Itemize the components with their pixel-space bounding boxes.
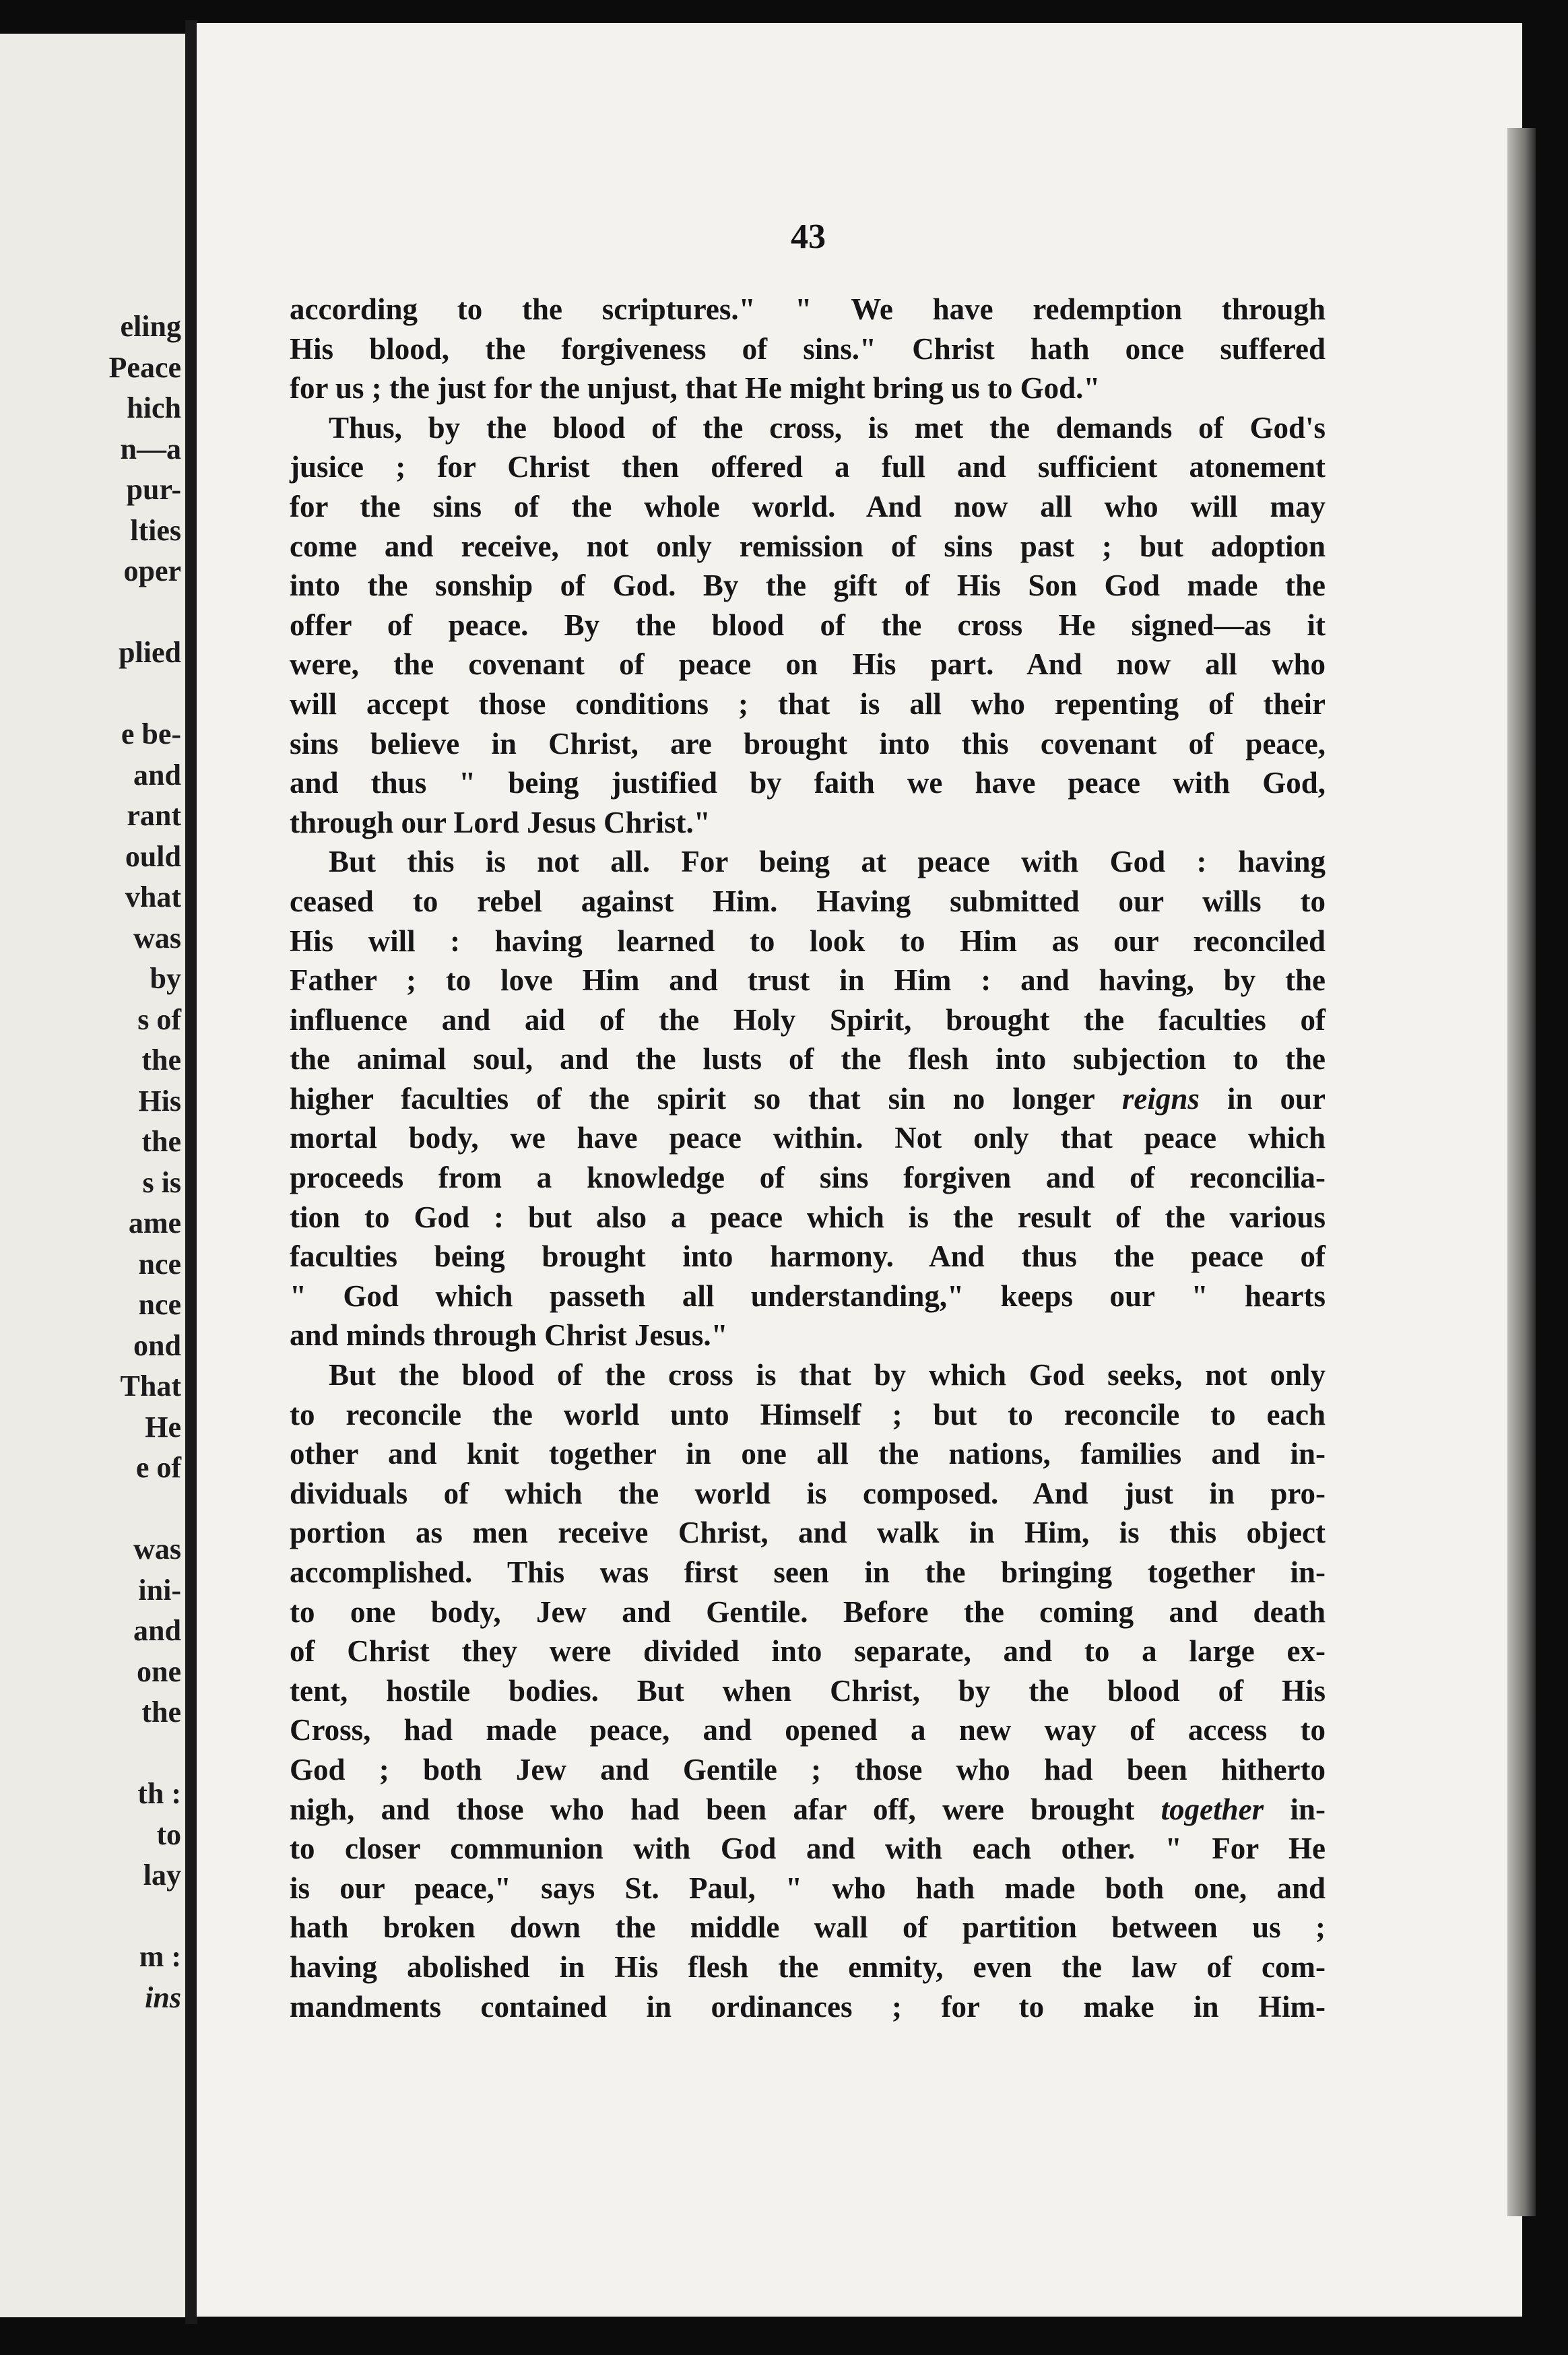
left-line: nce	[138, 1288, 181, 1321]
text-line: " God which passeth all understanding," keeps our " hearts	[290, 1279, 1326, 1313]
left-line: to	[156, 1817, 181, 1851]
italic-word: together	[1161, 1792, 1264, 1826]
left-line: e of	[135, 1451, 181, 1484]
text-line: His blood, the forgiveness of sins." Christ hath once suffered	[290, 331, 1326, 366]
text-line: dividuals of which the world is composed. And just in pro-	[290, 1476, 1326, 1510]
left-line: vhat	[125, 880, 181, 913]
page-edge-shadow	[1507, 128, 1536, 2216]
text-line: other and knit together in one all the nations, families and in-	[290, 1437, 1326, 1471]
text-line: into the sonship of God. By the gift of His Son God made the	[290, 569, 1326, 603]
text-line: His will : having learned to look to Him as our reconciled	[290, 924, 1326, 958]
book-gutter	[185, 20, 197, 2324]
left-line: eling	[120, 310, 181, 343]
left-line: e be-	[121, 717, 181, 750]
text-line: mortal body, we have peace within. Not only that peace which	[290, 1121, 1326, 1155]
left-line: the	[141, 1043, 181, 1076]
text-line: higher faculties of the spirit so that sin no longer reigns in our	[290, 1081, 1326, 1116]
left-line: th :	[137, 1777, 181, 1810]
left-line: was	[133, 1533, 181, 1566]
text-line: Father ; to love Him and trust in Him : and having, by the	[290, 963, 1326, 998]
left-line: lties	[130, 513, 181, 547]
left-line: one	[137, 1654, 181, 1688]
text-line: sins believe in Christ, are brought into this covenant of peace,	[290, 726, 1326, 761]
left-line: rant	[127, 799, 181, 832]
left-line	[26, 1896, 181, 1937]
left-line	[26, 1733, 181, 1774]
left-line: ins	[145, 1980, 181, 2014]
left-line: Peace	[108, 350, 181, 384]
text-line: Cross, had made peace, and opened a new way of access to	[290, 1713, 1326, 1747]
text-line: But the blood of the cross is that by which God seeks, not only	[329, 1358, 1326, 1392]
page-number: 43	[791, 218, 826, 256]
left-line: ini-	[138, 1573, 181, 1607]
text-line: influence and aid of the Holy Spirit, brought the faculties of	[290, 1002, 1326, 1037]
text-line: portion as men receive Christ, and walk in Him, is this object	[290, 1516, 1326, 1550]
text-line: tion to God : but also a peace which is the result of the various	[290, 1200, 1326, 1234]
text-line: to closer communion with God and with each other. " For He	[290, 1832, 1326, 1866]
left-page	[0, 34, 192, 2317]
left-line	[26, 592, 181, 633]
left-line: the	[141, 1696, 181, 1729]
text-line: God ; both Jew and Gentile ; those who had been hitherto	[290, 1752, 1326, 1786]
body-text	[290, 290, 1326, 2026]
text-line: of Christ they were divided into separate, and to a large ex-	[290, 1634, 1326, 1669]
left-line: plied	[119, 636, 181, 669]
text-line: hath broken down the middle wall of partition between us ;	[290, 1910, 1326, 1945]
text-line: the animal soul, and the lusts of the flesh into subjection to the	[290, 1042, 1326, 1076]
left-line: m :	[139, 1940, 181, 1973]
text-line: to reconcile the world unto Himself ; but to reconcile to each	[290, 1397, 1326, 1431]
left-line: pur-	[126, 473, 181, 506]
left-line: by	[150, 962, 181, 995]
text-line: proceeds from a knowledge of sins forgiven and of reconcilia-	[290, 1161, 1326, 1195]
text-line: Thus, by the blood of the cross, is met the demands of God's	[329, 410, 1326, 445]
left-line: ame	[128, 1206, 181, 1239]
left-line	[26, 1489, 181, 1530]
left-line: s is	[142, 1165, 181, 1199]
text-line: and minds through Christ Jesus."	[290, 1318, 728, 1353]
left-line: and	[133, 758, 181, 792]
left-line: the	[141, 1125, 181, 1158]
text-line: ceased to rebel against Him. Having submitted our wills to	[290, 884, 1326, 918]
text-line: for the sins of the whole world. And now all who will may	[290, 489, 1326, 523]
text-line: accomplished. This was first seen in the bringing together in-	[290, 1555, 1326, 1589]
left-page-text	[26, 307, 181, 2018]
left-line: His	[138, 1084, 181, 1118]
text-line: faculties being brought into harmony. And thus the peace of	[290, 1239, 1326, 1274]
text-line: for us ; the just for the unjust, that He might bring us to God."	[290, 371, 1101, 406]
left-line: s of	[137, 1002, 181, 1036]
text-line: were, the covenant of peace on His part. And now all who	[290, 647, 1326, 682]
text-line: nigh, and those who had been afar off, were brought together in-	[290, 1792, 1326, 1826]
text-line: tent, hostile bodies. But when Christ, by the blood of His	[290, 1673, 1326, 1708]
text-line: offer of peace. By the blood of the cross He signed—as it	[290, 608, 1326, 642]
italic-word: reigns	[1121, 1081, 1200, 1116]
left-line: oper	[123, 554, 181, 587]
text-line: will accept those conditions ; that is all who repenting of their	[290, 686, 1326, 721]
text-line: mandments contained in ordinances ; for to make in Him-	[290, 1989, 1326, 2024]
text-line: come and receive, not only remission of sins past ; but adoption	[290, 529, 1326, 563]
left-line	[26, 674, 181, 715]
left-line: That	[120, 1369, 181, 1402]
left-line: ond	[133, 1328, 181, 1362]
text-line: jusice ; for Christ then offered a full and sufficient atonement	[290, 450, 1326, 484]
text-line: having abolished in His flesh the enmity, even the law of com-	[290, 1949, 1326, 1984]
left-line: ould	[125, 839, 181, 873]
text-line: to one body, Jew and Gentile. Before the coming and death	[290, 1594, 1326, 1629]
left-line: was	[133, 921, 181, 955]
left-line: nce	[138, 1247, 181, 1281]
text-line: through our Lord Jesus Christ."	[290, 805, 711, 839]
text-line: is our peace," says St. Paul, " who hath made both one, and	[290, 1871, 1326, 1905]
left-line: lay	[143, 1859, 181, 1892]
left-line: and	[133, 1614, 181, 1647]
left-line: hich	[127, 391, 181, 424]
left-line: He	[145, 1410, 181, 1444]
left-line: n—a	[120, 432, 181, 465]
text-line: according to the scriptures." " We have redemption through	[290, 292, 1326, 326]
text-line: and thus " being justified by faith we have peace with God,	[290, 766, 1326, 800]
text-line: But this is not all. For being at peace with God : having	[329, 845, 1326, 879]
